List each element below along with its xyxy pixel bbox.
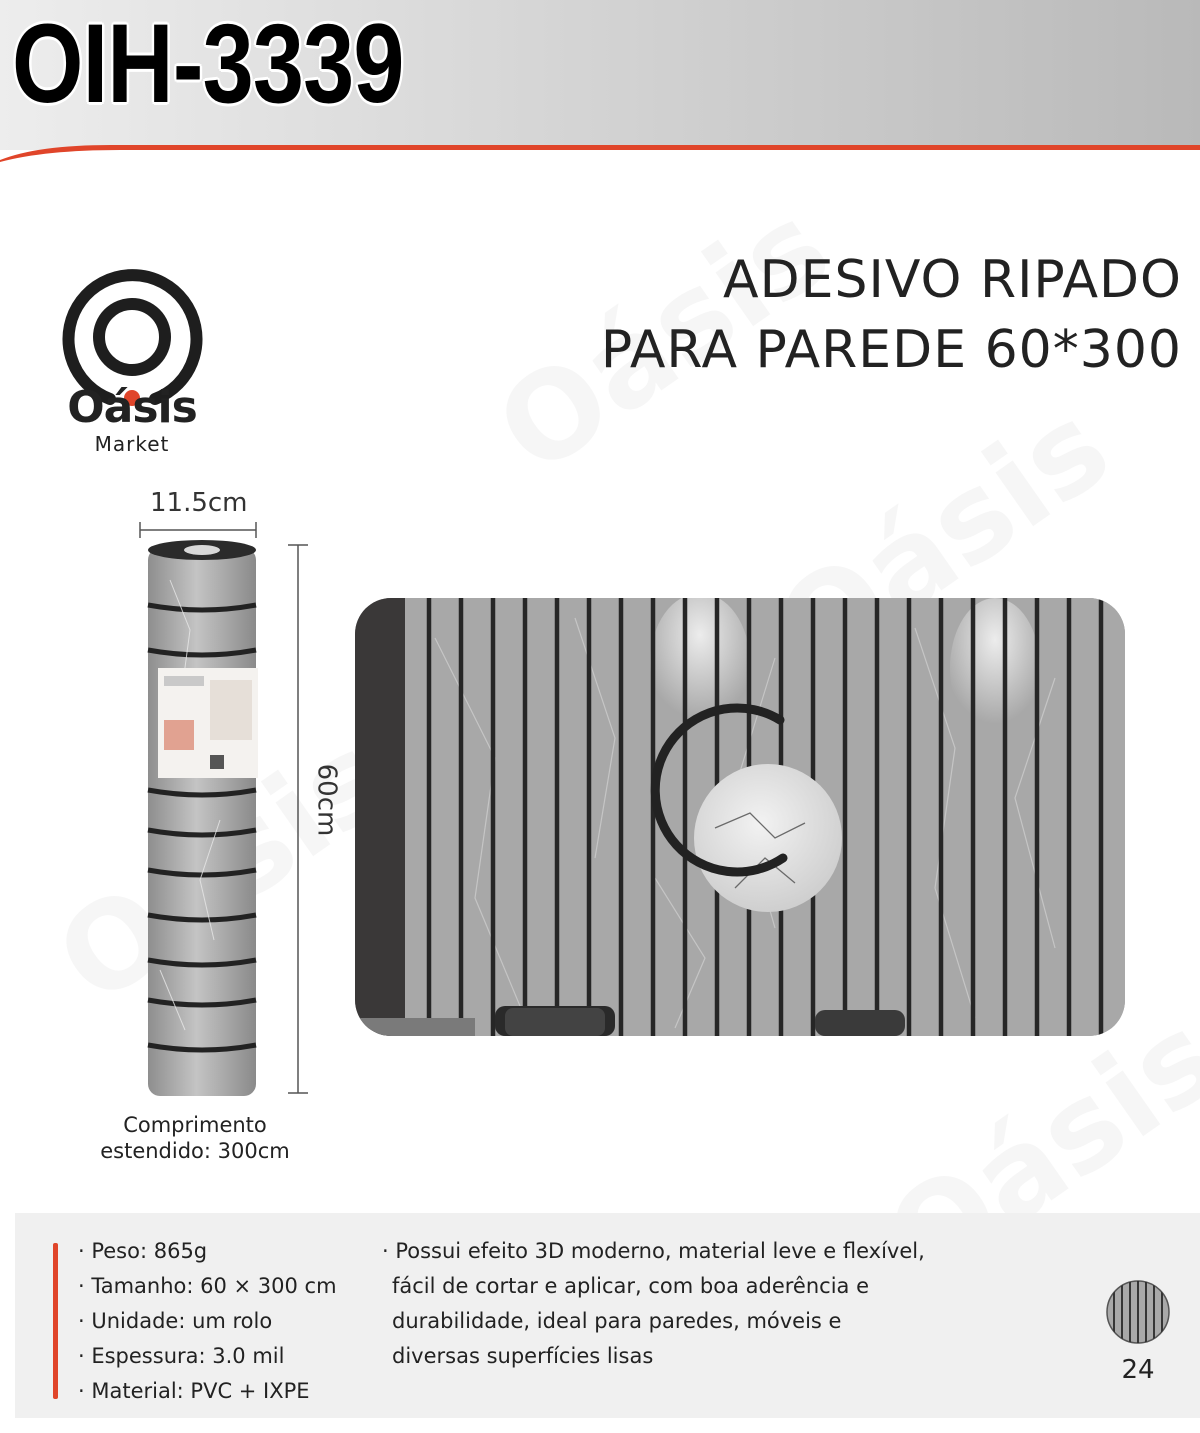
spec-material: · Material: PVC + IXPE [78,1379,310,1403]
product-title [601,245,1182,385]
wall-panel-photo [355,598,1125,1036]
title-line-2: PARA PAREDE 60*300 [600,320,1182,380]
description-line-4: diversas superfícies lisas [392,1344,654,1368]
caption-line-1: Comprimento [123,1113,267,1137]
product-code: OIH-3339 [12,1,404,126]
brand-name: Oásis [67,382,197,433]
roll-height-label: 60cm [311,763,342,837]
header-accent-curve [0,142,1200,162]
swatch-number: 24 [1121,1355,1155,1385]
title-line-1: ADESIVO RIPADO [723,250,1182,310]
description-line-3: durabilidade, ideal para paredes, móveis e [392,1309,842,1333]
description-line-1: · Possui efeito 3D moderno, material leve e flexível, [382,1239,925,1263]
product-roll-image [130,490,330,1110]
caption-line-2: estendido: 300cm [100,1139,290,1163]
spec-unit: · Unidade: um rolo [78,1309,273,1333]
product-description [382,1234,1022,1374]
spec-weight: · Peso: 865g [78,1239,208,1263]
spec-list [78,1234,337,1409]
roll-width-label: 11.5cm [150,488,248,518]
description-line-2: fácil de cortar e aplicar, com boa aderência e [392,1274,869,1298]
brand-subtitle: Market [94,432,170,456]
spec-thickness: · Espessura: 3.0 mil [78,1344,285,1368]
accent-line [53,1243,58,1399]
extended-length-caption [60,1112,330,1164]
spec-size: · Tamanho: 60 × 300 cm [78,1274,337,1298]
color-swatch [1106,1280,1170,1344]
